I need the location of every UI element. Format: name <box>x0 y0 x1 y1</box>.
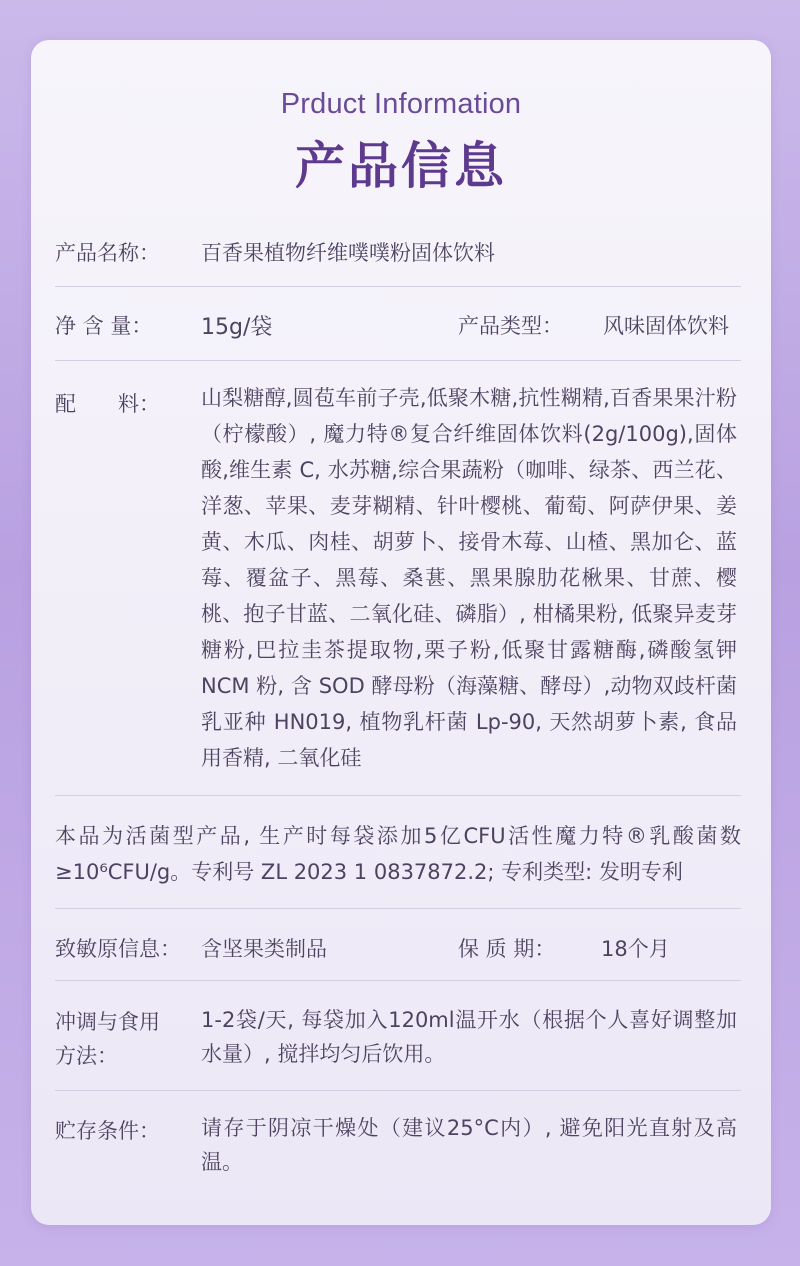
net-content-value: 15g/袋 <box>201 315 273 340</box>
shelf-life-value: 18个月 <box>601 937 670 961</box>
product-name-value: 百香果植物纤维噗噗粉固体饮料 <box>201 241 495 265</box>
net-content-label: 净 含 量： <box>55 314 153 338</box>
product-type-value: 风味固体饮料 <box>603 314 729 338</box>
live-bacteria-note: 本品为活菌型产品, 生产时每袋添加5亿CFU活性魔力特®乳酸菌数≥10⁶CFU/g。专利号 ZL 2023 1 0837872.2; 专利类型: 发明专利 <box>55 824 741 884</box>
title-english: Prduct Information <box>280 88 522 120</box>
storage-value: 请存于阴凉干燥处（建议25°C内）, 避免阳光直射及高温。 <box>201 1116 737 1174</box>
ingredients-value: 山梨糖醇,圆苞车前子壳,低聚木糖,抗性糊精,百香果果汁粉（柠檬酸）, 魔力特®复合纤维固体饮料(2g/100g),固体酸,维生素 C, 水苏糖,综合果蔬粉（咖啡、绿茶、西兰花、洋葱、苹果、麦芽糊精、针叶樱桃、葡萄、阿萨伊果、姜黄、木瓜、肉桂、胡萝卜、接骨木莓、山楂、黑加仑、蓝莓、覆盆子、黑莓、桑葚、黑果腺肋花楸果、甘蔗、樱桃、抱子甘蓝、二氧化硅、磷脂）, 柑橘果粉, 低聚异麦芽糖粉,巴拉圭茶提取物,栗子粉,低聚甘露糖酶,磷酸氢钾 NCM 粉, 含 SOD 酵母粉（海藻糖、酵母）,动物双歧杆菌乳亚种 HN019, 植物乳杆菌 Lp-90, 天然胡萝卜素, 食品用香精, 二氧化硅 <box>201 386 737 770</box>
usage-label <box>55 1005 160 1073</box>
shelf-life-label: 保 质 期： <box>458 937 556 961</box>
product-name-label: 产品名称： <box>55 241 160 265</box>
product-info-card <box>31 40 771 1225</box>
divider <box>55 360 741 361</box>
divider <box>55 1090 741 1091</box>
product-type-label: 产品类型： <box>458 314 563 338</box>
title-chinese: 产品信息 <box>295 137 507 195</box>
usage-label-line2: 方法： <box>55 1044 118 1068</box>
allergen-label: 致敏原信息： <box>55 937 181 961</box>
divider <box>55 908 741 909</box>
allergen-value: 含坚果类制品 <box>201 937 327 961</box>
usage-label-line1: 冲调与食用 <box>55 1010 160 1034</box>
ingredients-label: 配 料： <box>55 392 160 416</box>
divider <box>55 980 741 981</box>
usage-value: 1-2袋/天, 每袋加入120ml温开水（根据个人喜好调整加水量）, 搅拌均匀后饮用。 <box>201 1008 737 1066</box>
divider <box>55 286 741 287</box>
storage-label: 贮存条件： <box>55 1119 160 1143</box>
divider <box>55 795 741 796</box>
